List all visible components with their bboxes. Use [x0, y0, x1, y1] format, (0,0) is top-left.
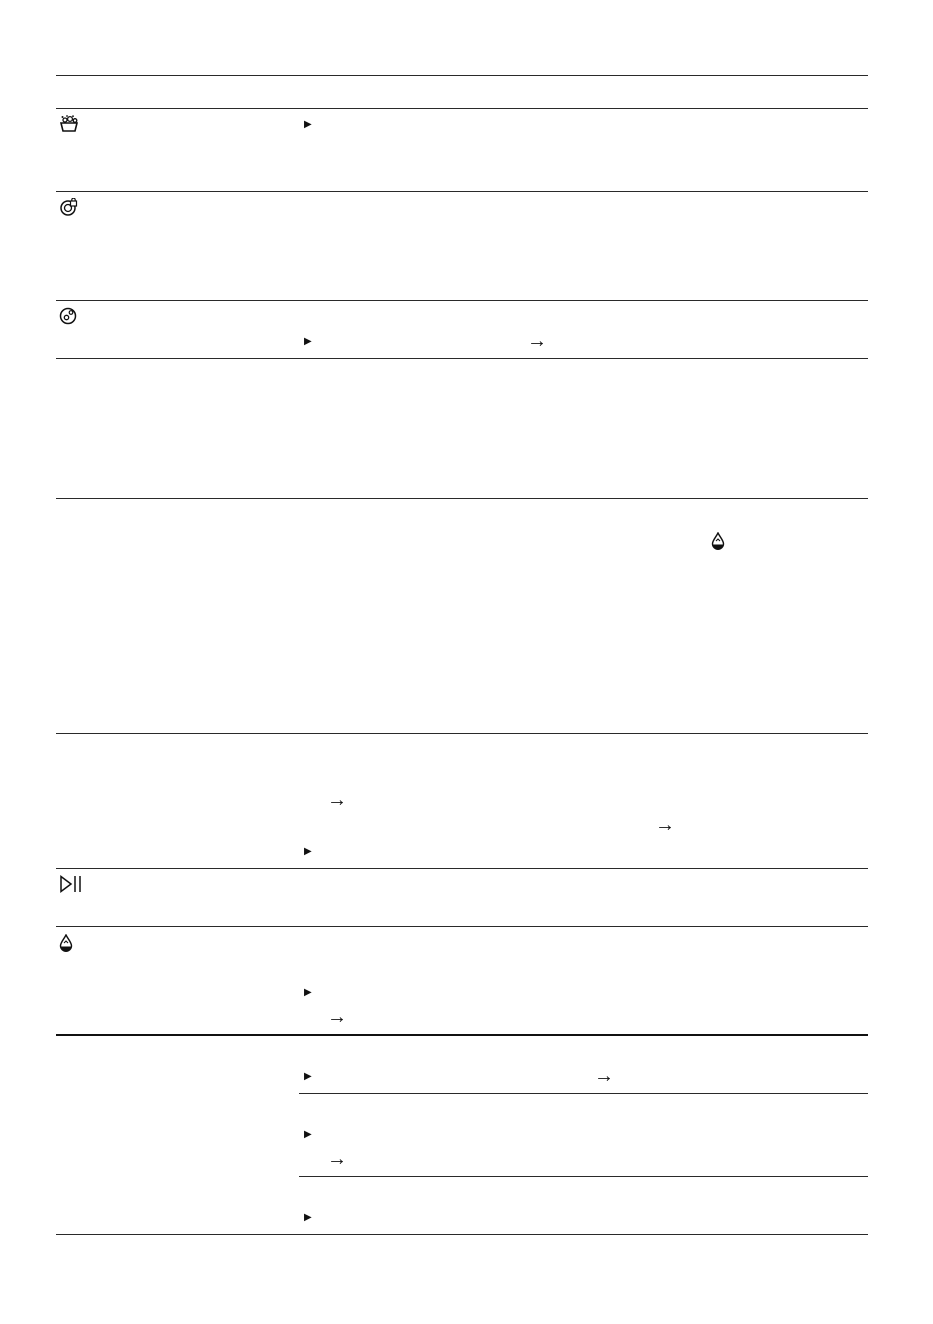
bullet-triangle-icon: ▶ [304, 1212, 312, 1223]
right-arrow-icon: → [327, 789, 347, 811]
sub-row-divider [299, 1176, 868, 1177]
row-divider [56, 191, 868, 192]
right-arrow-icon: → [327, 1006, 347, 1028]
row-divider [56, 868, 868, 869]
bullet-triangle-icon: ▶ [304, 1071, 312, 1082]
section-divider [56, 1034, 868, 1036]
play-pause-icon [59, 875, 83, 893]
water-drop-icon [711, 532, 725, 550]
right-arrow-icon: → [594, 1065, 614, 1087]
bullet-triangle-icon: ▶ [304, 336, 312, 347]
drum-icon [59, 307, 77, 325]
row-divider [56, 498, 868, 499]
table-top-rule [56, 75, 868, 76]
bullet-triangle-icon: ▶ [304, 119, 312, 130]
right-arrow-icon: → [655, 814, 675, 836]
row-divider [56, 926, 868, 927]
bullet-triangle-icon: ▶ [304, 846, 312, 857]
bullet-triangle-icon: ▶ [304, 1129, 312, 1140]
row-divider [56, 733, 868, 734]
wash-basin-bubbles-icon [59, 115, 79, 133]
right-arrow-icon: → [527, 330, 547, 352]
bullet-triangle-icon: ▶ [304, 987, 312, 998]
header-rule [56, 108, 868, 109]
table-bottom-rule [56, 1234, 868, 1235]
drum-lock-icon [59, 198, 79, 216]
row-divider [56, 358, 868, 359]
sub-row-divider [299, 1093, 868, 1094]
water-drop-icon [59, 934, 73, 952]
row-divider [56, 300, 868, 301]
right-arrow-icon: → [327, 1148, 347, 1170]
